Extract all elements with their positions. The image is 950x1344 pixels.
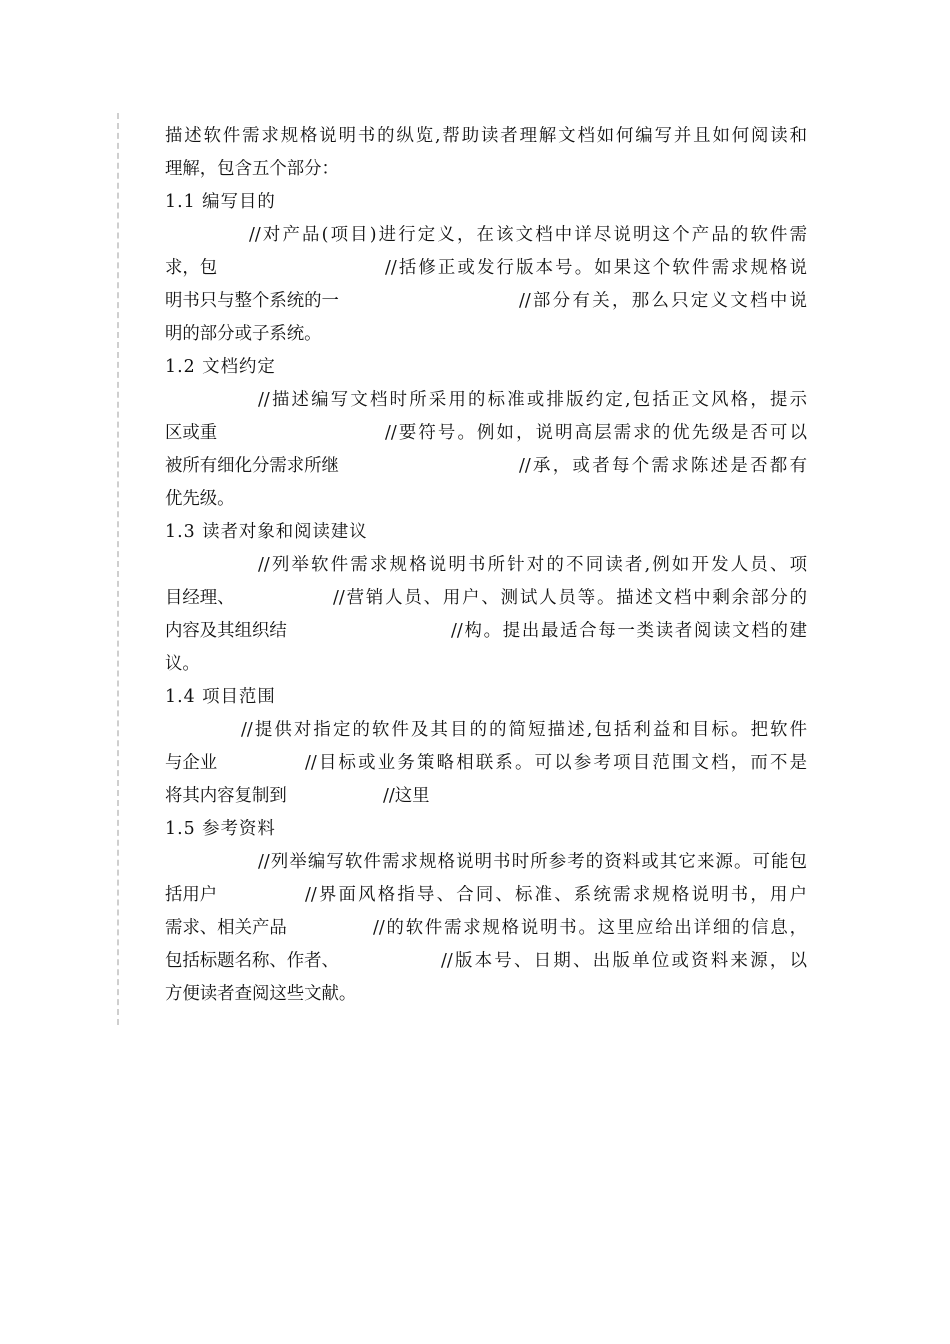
s4-line-2-lead: 与企业 xyxy=(165,753,218,773)
s2-line-2 xyxy=(165,417,807,450)
section-1-3-heading: 1.3 读者对象和阅读建议 xyxy=(165,522,368,542)
s5-line-3-rest: //的软件需求规格说明书。这里应给出详细的信息， xyxy=(373,918,807,938)
s5-line-4-lead: 包括标题名称、作者、 xyxy=(165,951,339,971)
s5-line-2-rest: //界面风格指导、合同、标准、系统需求规格说明书，用户 xyxy=(305,885,807,905)
s4-line-2 xyxy=(165,747,807,780)
s3-line-2-rest: //营销人员、用户、测试人员等。描述文档中剩余部分的 xyxy=(333,588,807,608)
s1-line-2 xyxy=(165,252,807,285)
s3-line-2 xyxy=(165,582,807,615)
s3-line-3 xyxy=(165,615,807,648)
s1-line-3-lead: 明书只与整个系统的一 xyxy=(165,291,339,311)
s1-line-2-rest: //括修正或发行版本号。如果这个软件需求规格说 xyxy=(385,258,807,278)
s2-line-3-rest: //承，或者每个需求陈述是否都有 xyxy=(519,456,807,476)
intro-line-2: 理解，包含五个部分： xyxy=(165,159,339,179)
s4-line-3-rest: //这里 xyxy=(383,786,430,806)
s5-line-4 xyxy=(165,945,807,978)
s1-line-3-rest: //部分有关，那么只定义文档中说 xyxy=(519,291,807,311)
s5-line-2 xyxy=(165,879,807,912)
s3-line-1 xyxy=(165,549,807,582)
s3-line-3-lead: 内容及其组织结 xyxy=(165,621,287,641)
binding-margin-line xyxy=(117,113,119,1025)
section-1-2-heading: 1.2 文档约定 xyxy=(165,357,276,377)
s2-line-3-lead: 被所有细化分需求所继 xyxy=(165,456,339,476)
s1-line-1-text: //对产品(项目)进行定义，在该文档中详尽说明这个产品的软件需 xyxy=(249,225,807,245)
s5-line-3 xyxy=(165,912,807,945)
s1-line-2-lead: 求，包 xyxy=(165,258,218,278)
s1-line-4: 明的部分或子系统。 xyxy=(165,324,322,344)
section-1-1-heading: 1.1 编写目的 xyxy=(165,192,276,212)
s4-line-1-text: //提供对指定的软件及其目的的简短描述,包括利益和目标。把软件 xyxy=(241,720,807,740)
s5-line-2-lead: 括用户 xyxy=(165,885,218,905)
s4-line-3 xyxy=(165,780,807,813)
s3-line-1-text: //列举软件需求规格说明书所针对的不同读者,例如开发人员、项 xyxy=(258,555,807,575)
section-1-4-heading: 1.4 项目范围 xyxy=(165,687,276,707)
s1-line-3 xyxy=(165,285,807,318)
s5-line-4-rest: //版本号、日期、出版单位或资料来源，以 xyxy=(441,951,807,971)
s5-line-3-lead: 需求、相关产品 xyxy=(165,918,287,938)
s5-line-1-text: //列举编写软件需求规格说明书时所参考的资料或其它来源。可能包 xyxy=(258,852,807,872)
s1-line-1 xyxy=(165,219,807,252)
s2-line-2-rest: //要符号。例如，说明高层需求的优先级是否可以 xyxy=(385,423,807,443)
s2-line-2-lead: 区或重 xyxy=(165,423,218,443)
s5-line-5: 方便读者查阅这些文献。 xyxy=(165,984,357,1004)
document-body xyxy=(165,120,807,1011)
s2-line-1 xyxy=(165,384,807,417)
s3-line-3-rest: //构。提出最适合每一类读者阅读文档的建 xyxy=(451,621,807,641)
s3-line-2-lead: 目经理、 xyxy=(165,588,235,608)
s2-line-3 xyxy=(165,450,807,483)
intro-line-1: 描述软件需求规格说明书的纵览,帮助读者理解文档如何编写并且如何阅读和 xyxy=(165,126,807,146)
s4-line-3-lead: 将其内容复制到 xyxy=(165,786,287,806)
s4-line-2-rest: //目标或业务策略相联系。可以参考项目范围文档，而不是 xyxy=(305,753,807,773)
s5-line-1 xyxy=(165,846,807,879)
s2-line-4: 优先级。 xyxy=(165,489,235,509)
section-1-5-heading: 1.5 参考资料 xyxy=(165,819,276,839)
s4-line-1 xyxy=(165,714,807,747)
s3-line-4: 议。 xyxy=(165,654,200,674)
s2-line-1-text: //描述编写文档时所采用的标准或排版约定,包括正文风格，提示 xyxy=(258,390,807,410)
